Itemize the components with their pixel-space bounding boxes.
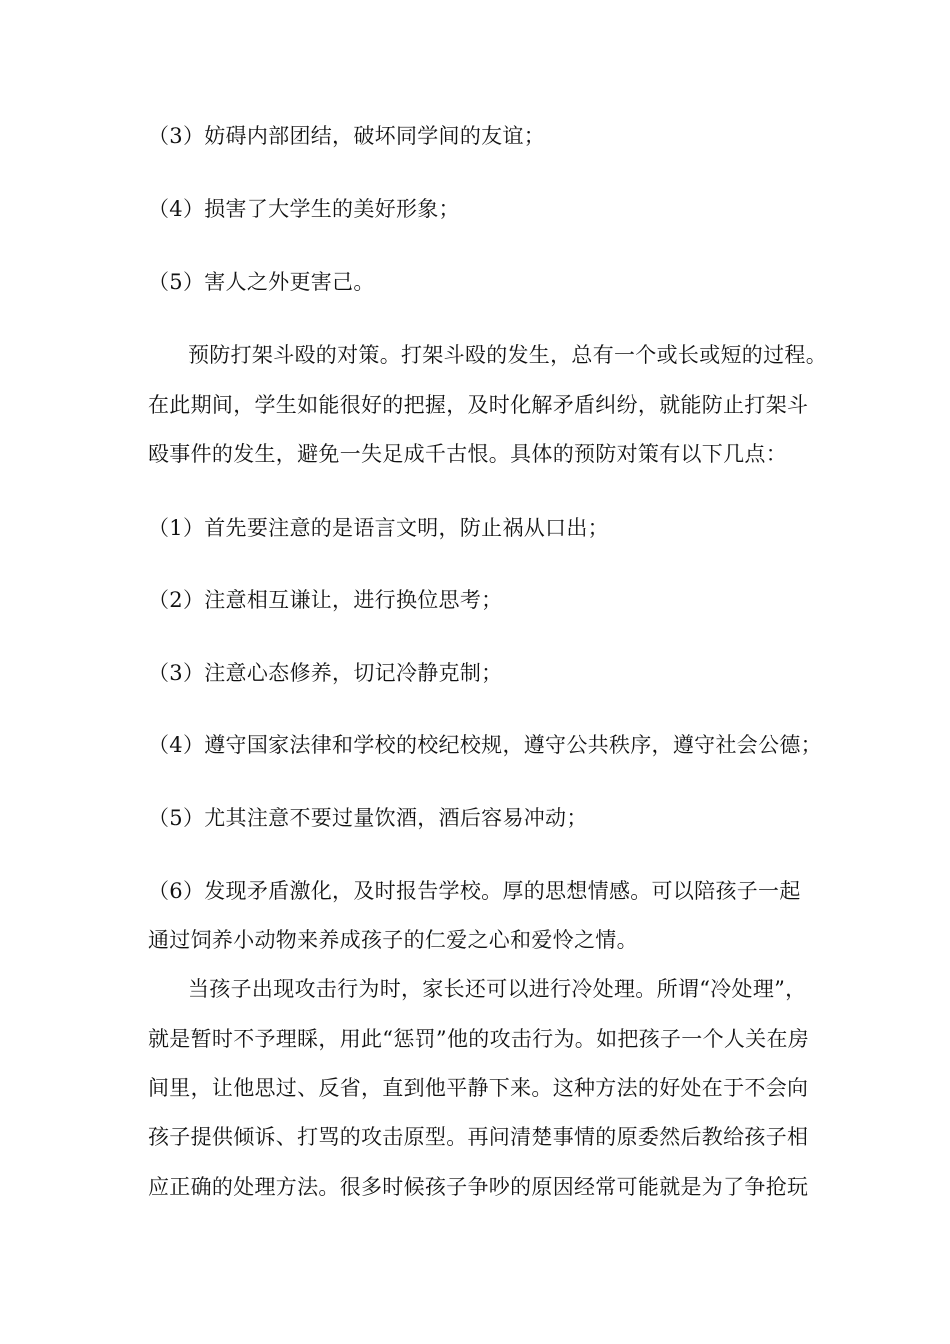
harm-item-3: （3）妨碍内部团结，破坏同学间的友谊；: [148, 124, 546, 148]
measure-item-3: （3）注意心态修养，切记冷静克制；: [148, 661, 503, 685]
cold-treatment-line-2: 就是暂时不予理睬，用此“惩罚”他的攻击行为。如把孩子一个人关在房: [148, 1027, 810, 1051]
measure-item-6-line-2: 通过饲养小动物来养成孩子的仁爱之心和爱怜之情。: [148, 928, 638, 952]
harm-item-4: （4）损害了大学生的美好形象；: [148, 197, 460, 221]
cold-treatment-line-3: 间里，让他思过、反省，直到他平静下来。这种方法的好处在于不会向: [148, 1076, 809, 1100]
measure-item-2: （2）注意相互谦让，进行换位思考；: [148, 588, 503, 612]
cold-treatment-line-5: 应正确的处理方法。很多时候孩子争吵的原因经常可能就是为了争抢玩: [148, 1175, 809, 1199]
prevention-paragraph-line-1: 预防打架斗殴的对策。打架斗殴的发生，总有一个或长或短的过程。: [188, 343, 827, 367]
prevention-paragraph-line-2: 在此期间，学生如能很好的把握，及时化解矛盾纠纷，就能防止打架斗: [148, 393, 809, 417]
measure-item-5: （5）尤其注意不要过量饮酒，酒后容易冲动；: [148, 806, 588, 830]
harm-item-5: （5）害人之外更害己。: [148, 270, 375, 294]
prevention-paragraph-line-3: 殴事件的发生，避免一失足成千古恨。具体的预防对策有以下几点：: [148, 442, 787, 466]
cold-treatment-line-1: 当孩子出现攻击行为时，家长还可以进行冷处理。所谓“冷处理”，: [188, 977, 807, 1001]
measure-item-4: （4）遵守国家法律和学校的校纪校规，遵守公共秩序，遵守社会公德；: [148, 733, 822, 757]
cold-treatment-line-4: 孩子提供倾诉、打骂的攻击原型。再问清楚事情的原委然后教给孩子相: [148, 1125, 809, 1149]
measure-item-1: （1）首先要注意的是语言文明，防止祸从口出；: [148, 516, 609, 540]
measure-item-6-line-1: （6）发现矛盾激化，及时报告学校。厚的思想情感。可以陪孩子一起: [148, 879, 801, 903]
